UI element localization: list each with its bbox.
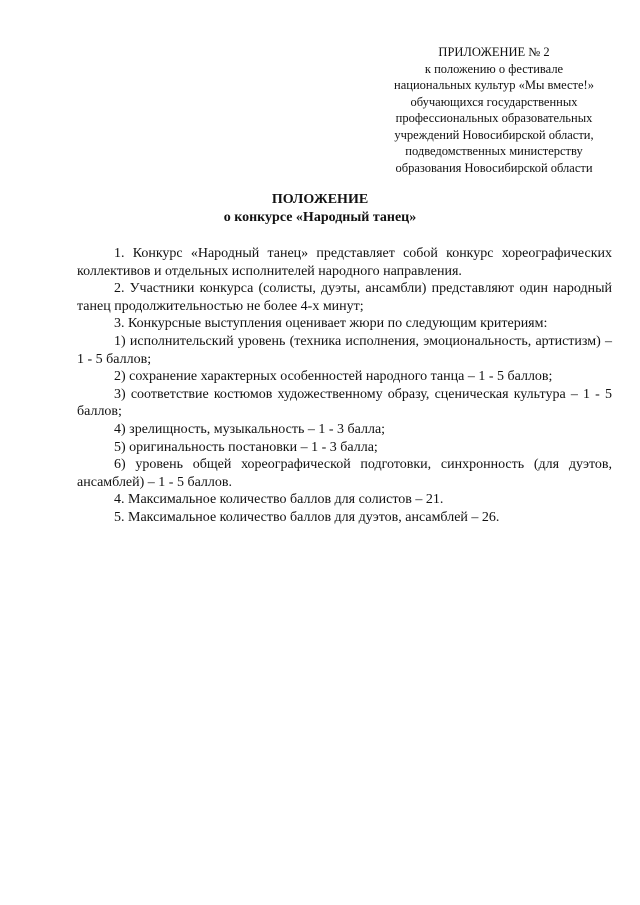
appendix-line: профессиональных образовательных bbox=[395, 111, 593, 125]
title-line-2: о конкурсе «Народный танец» bbox=[223, 210, 417, 225]
appendix-line: к положению о фестивале bbox=[424, 61, 564, 76]
appendix-line: национальных культур «Мы вместе!» bbox=[394, 78, 594, 92]
paragraph: 5. Максимальное количество баллов для дуэтов, ансамблей – 26. bbox=[114, 509, 500, 525]
paragraph: 1. Конкурс «Народный танец» представляет собой конкурс хореографических коллективов и отдельных исполнителей народного направления. bbox=[77, 246, 612, 279]
title-line-1: ПОЛОЖЕНИЕ bbox=[271, 192, 369, 207]
appendix-line: образования Новосибирской области bbox=[395, 160, 593, 175]
criterion-item: 5) оригинальность постановки – 1 - 3 балла; bbox=[114, 439, 378, 455]
criterion-item: 4) зрелищность, музыкальность – 1 - 3 балла; bbox=[114, 421, 386, 437]
paragraph: 2. Участники конкурса (солисты, дуэты, ансамбли) представляют один народный танец продолжительностью не более 4-х минут; bbox=[77, 281, 612, 314]
criterion-item: 3) соответствие костюмов художественному образу, сценическая культура – 1 - 5 баллов; bbox=[77, 386, 612, 420]
appendix-line: обучающихся государственных bbox=[410, 94, 578, 109]
appendix-line: учреждений Новосибирской области, bbox=[394, 127, 594, 142]
appendix-line: подведомственных министерству bbox=[405, 144, 583, 158]
appendix-header bbox=[372, 44, 616, 176]
paragraph: 4. Максимальное количество баллов для солистов – 21. bbox=[114, 492, 444, 508]
document-title bbox=[0, 191, 640, 227]
document-body bbox=[77, 245, 612, 527]
criterion-item: 2) сохранение характерных особенностей народного танца – 1 - 5 баллов; bbox=[114, 369, 553, 385]
criterion-item: 6) уровень общей хореографической подготовки, синхронность (для дуэтов, ансамблей) – 1 - 5 баллов. bbox=[77, 457, 612, 490]
criterion-item: 1) исполнительский уровень (техника исполнения, эмоциональность, артистизм) – 1 - 5 баллов; bbox=[77, 333, 612, 367]
appendix-line: ПРИЛОЖЕНИЕ № 2 bbox=[438, 45, 550, 59]
paragraph: 3. Конкурсные выступления оценивает жюри по следующим критериям: bbox=[114, 316, 548, 332]
